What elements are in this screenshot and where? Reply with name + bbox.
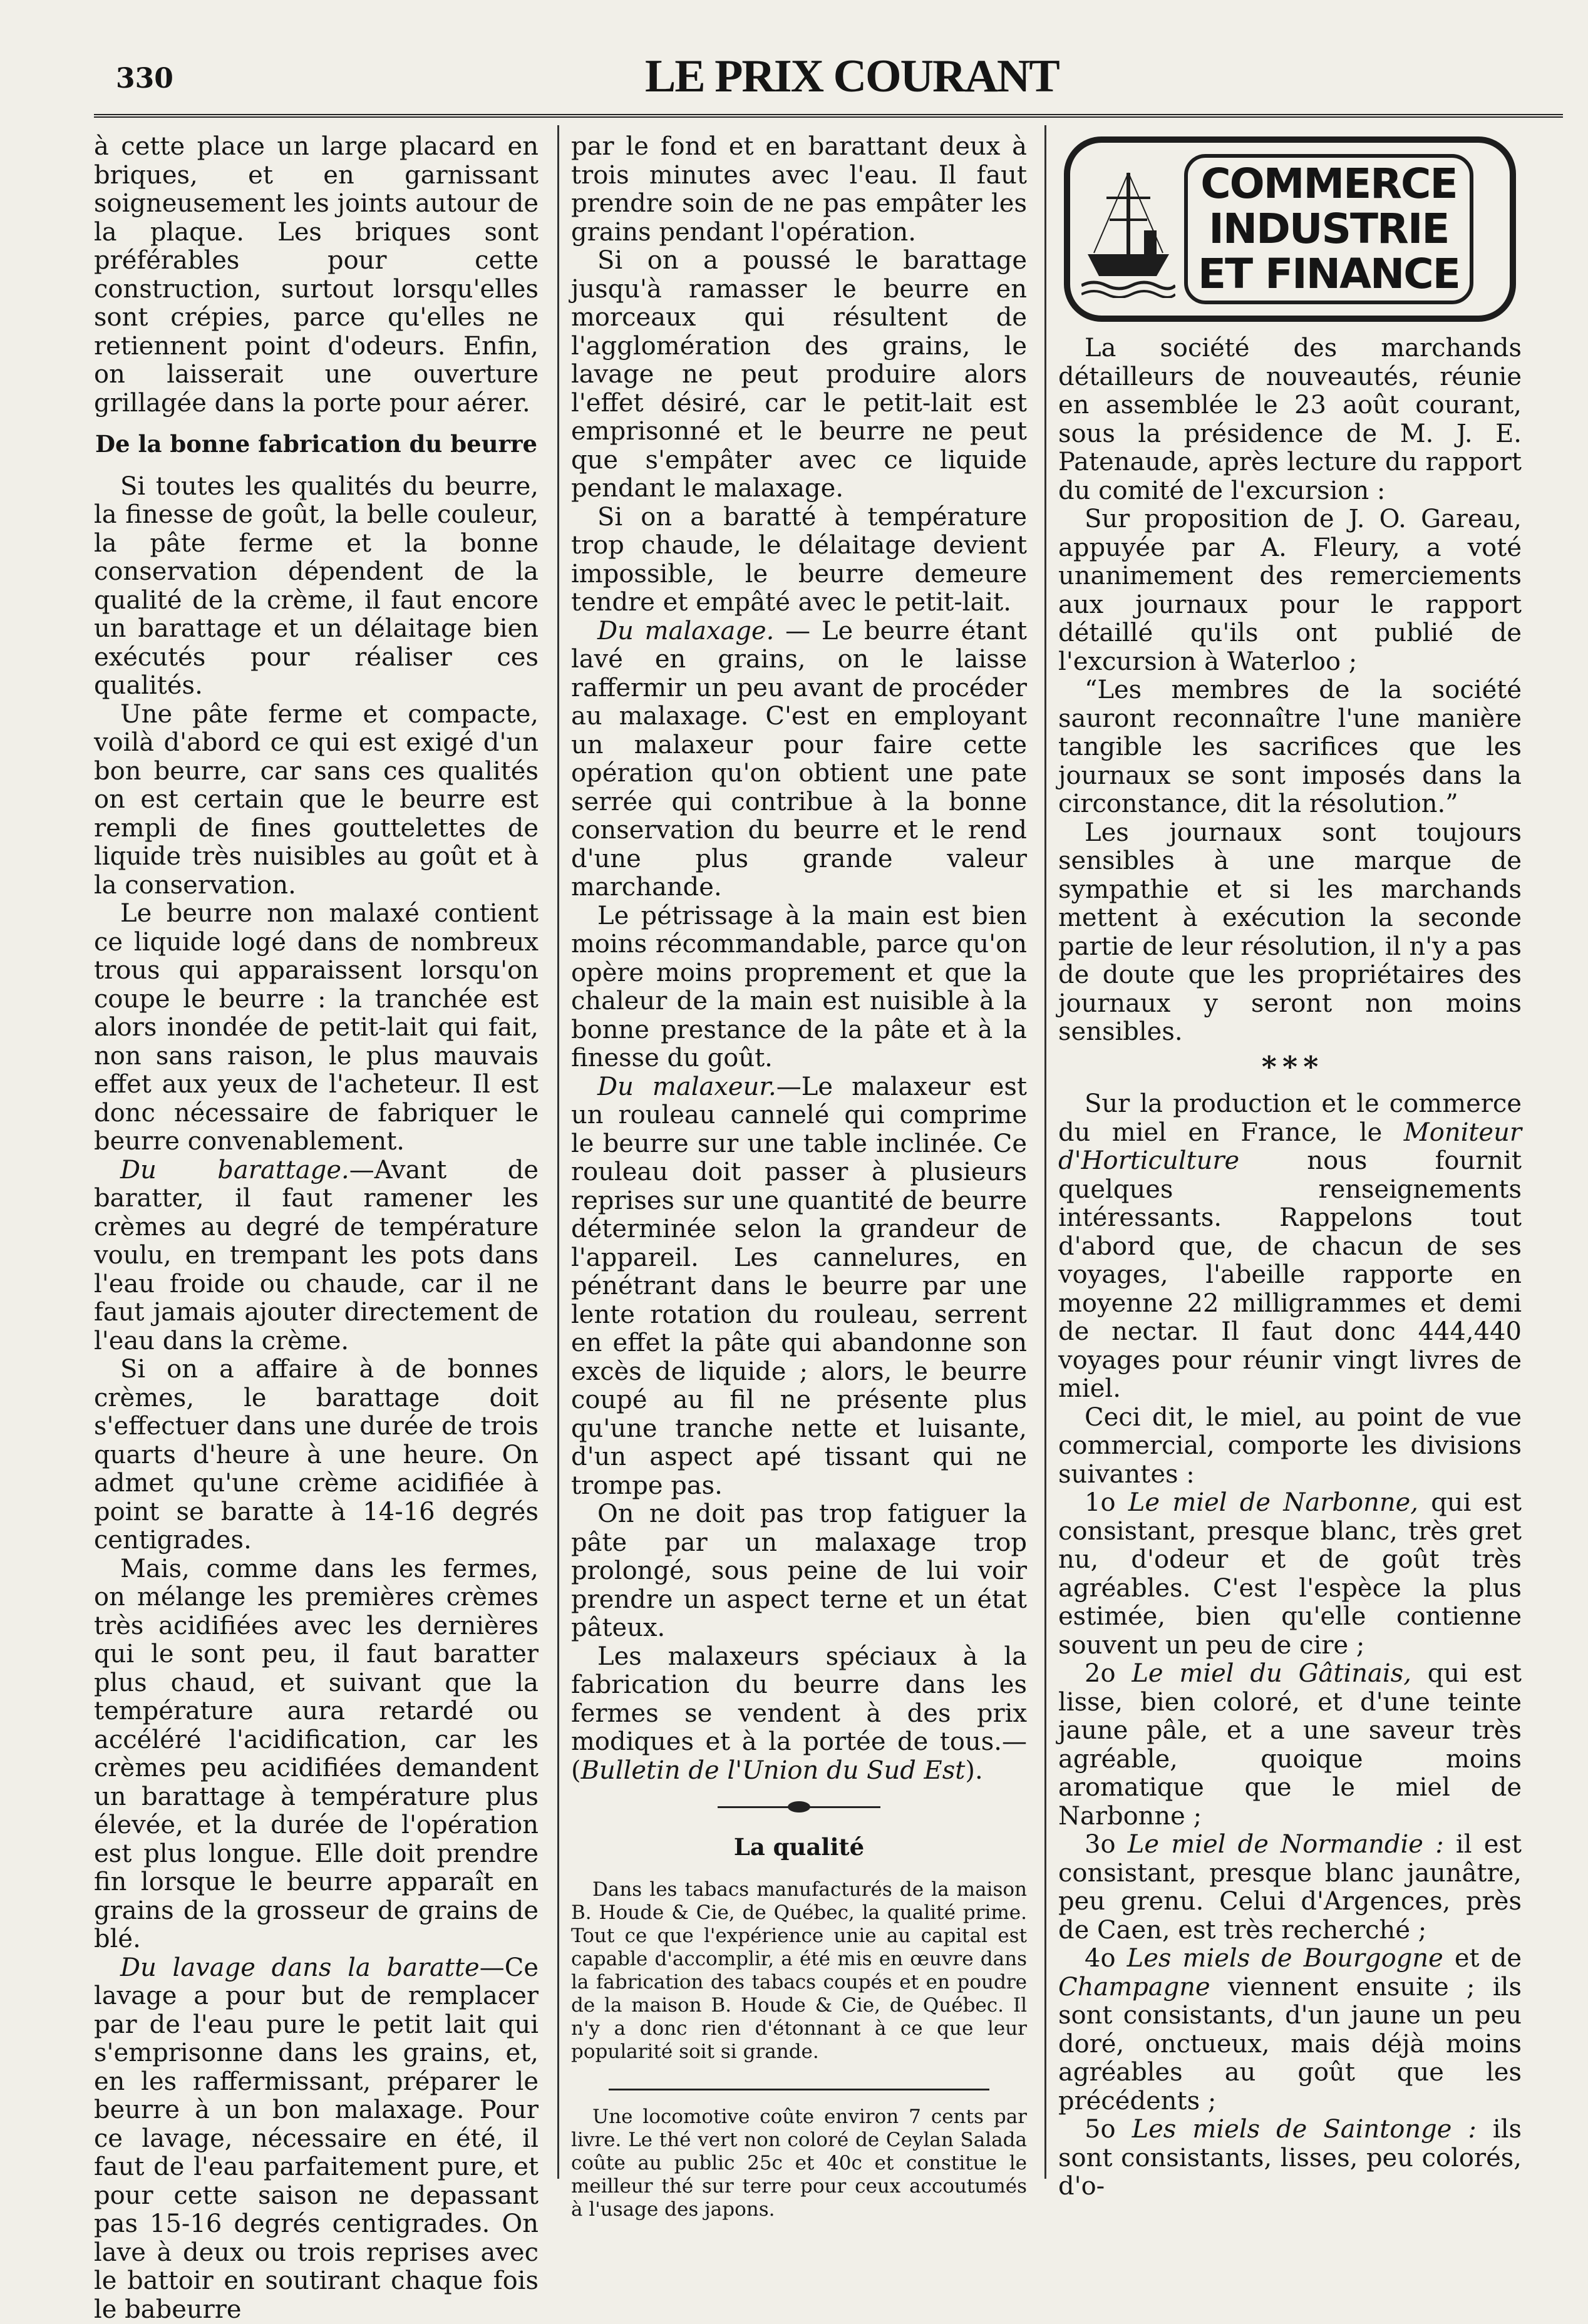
list-item-text: viennent ensuite ; ils sont consistants, d'un jaune un peu doré, onctueux, mais déjà moins agréables au goût que les précédents ; (1058, 1973, 1522, 2116)
paragraph (94, 1156, 539, 1356)
paragraph: par le fond et en barattant deux à trois minutes avec l'eau. Il faut prendre soin de ne pas empâter les grains pendant l'opération. (571, 133, 1027, 247)
section-heading: De la bonne fabrication du beurre (94, 430, 539, 459)
column-rule-2 (1044, 125, 1046, 2179)
list-item-title: Le miel de Normandie : (1128, 1830, 1444, 1859)
list-number: 1o (1085, 1488, 1128, 1517)
list-item-title: Les miels de Bourgogne (1127, 1944, 1443, 1973)
list-item (1058, 1489, 1522, 1660)
banner-line: ET FINANCE (1198, 252, 1460, 297)
ornament-divider (718, 1806, 880, 1808)
paragraph (571, 1643, 1027, 1786)
paragraph (94, 1954, 539, 2324)
section-banner (1064, 136, 1516, 322)
list-number: 5o (1085, 2115, 1132, 2144)
paragraph: Une locomotive coûte environ 7 cents par livre. Le thé vert non coloré de Ceylan Salada coûte au public 25c et 40c et constitue le meilleur thé sur terre pour ceux accoutumés à l'usage des japons. (571, 2105, 1027, 2221)
list-number: 4o (1085, 1944, 1127, 1973)
paragraph: Si on a baratté à température trop chaude, le délaitage devient impossible, le beurre demeure tendre et empâté avec le petit-lait. (571, 503, 1027, 617)
column-1 (94, 133, 539, 2324)
paragraph-text: ). (965, 1756, 982, 1785)
paragraph: La société des marchands détailleurs de nouveautés, réunie en assemblée le 23 août courant, sous la présidence de M. J. E. Patenaude, après lecture du rapport du comité de l'excursion : (1058, 334, 1522, 505)
list-item-text: qui est consistant, presque blanc, très gret nu, d'odeur et de goût très agréables. C'est l'espèce la plus estimée, bien qu'elle contienne souvent un peu de cire ; (1058, 1488, 1522, 1660)
paragraph: Si toutes les qualités du beurre, la finesse de goût, la belle couleur, la pâte ferme et la bonne conservation dépendent de la qualité de la crème, il faut encore un barattage et un délaitage bien exécutés pour réaliser ces qualités. (94, 473, 539, 701)
paragraph-text: —Le malaxeur est un rouleau cannelé qui comprime le beurre sur une table inclinée. Ce rouleau doit passer à plusieurs reprises sur une quantité de beurre déterminée selon la grandeur de l'appareil. Les cannelures, en pénétrant dans le beurre par une lente rotation du rouleau, serrent en effet la pâte qui abandonne son excès de liquide ; alors, le beurre coupé au fil ne présente plus qu'une tranche nette et luisante, d'un aspect apé tissant qui ne trompe pas. (571, 1072, 1027, 1500)
paragraph: Ceci dit, le miel, au point de vue commercial, comporte les divisions suivantes : (1058, 1404, 1522, 1489)
list-item (1058, 2116, 1522, 2201)
subheading: Du malaxeur. (597, 1072, 776, 1101)
paragraph (1058, 1090, 1522, 1404)
paragraph-text: Sur la production et le commerce du miel en France, le (1058, 1089, 1522, 1147)
paragraph: Si on a affaire à de bonnes crèmes, le barattage doit s'effectuer dans une durée de trois quarts d'heure à une heure. On admet qu'une crème acidifiée à point se baratte à 14-16 degrés centigrades. (94, 1355, 539, 1555)
list-item (1058, 1831, 1522, 1945)
list-item (1058, 1945, 1522, 2116)
list-number: 3o (1085, 1830, 1128, 1859)
paragraph-text: —Ce lavage a pour but de remplacer par de l'eau pure le petit lait qui s'emprisonne dans les grains, et, en les raffermissant, préparer le beurre à un bon malaxage. Pour ce lavage, nécessaire en été, il faut de l'eau parfaitement pure, et pour cette saison ne depassant pas 15-16 degrés centigrades. On lave à deux ou trois reprises avec le battoir en soutirant chaque fois le babeurre (94, 1953, 539, 2324)
header-rule (94, 114, 1563, 118)
masthead: LE PRIX COURANT (645, 50, 1059, 103)
list-item-title: Le miel du Gâtinais, (1132, 1659, 1411, 1688)
paragraph: Si on a poussé le barattage jusqu'à ramasser le beurre en morceaux qui résultent de l'agglomération des grains, le lavage ne peut produire alors l'effet désiré, car le petit-lait est emprisonné et le beurre ne peut que s'empâter avec ce liquide pendant le malaxage. (571, 247, 1027, 503)
list-number: 2o (1085, 1659, 1132, 1688)
paragraph-text: — Le beurre étant lavé en grains, on le laisse raffermir un peu avant de procéder au malaxage. C'est en employant un malaxeur pour faire cette opération qu'on obtient une pate serrée qui contribue à la bonne conservation du beurre et le rend d'une plus grande valeur marchande. (571, 617, 1027, 902)
banner-line: COMMERCE (1198, 162, 1460, 207)
source-citation: Moniteur d'Horticulture (1058, 1118, 1522, 1176)
paragraph-text: Les malaxeurs spéciaux à la fabrication du beurre dans les fermes se vendent à des prix modiques et à la portée de tous.—( (571, 1642, 1027, 1785)
subheading: Du lavage dans la baratte (120, 1953, 480, 1982)
paragraph: Le pétrissage à la main est bien moins récommandable, parce qu'on opère moins proprement et que la chaleur de la main est nuisible à la bonne prestance de la pâte et à la finesse du goût. (571, 902, 1027, 1073)
column-2 (571, 133, 1027, 2221)
list-item-text: et de (1443, 1944, 1522, 1973)
banner-title (1184, 154, 1473, 304)
paragraph: Les journaux sont toujours sensibles à une marque de sympathie et si les marchands mettent à exécution la seconde partie de leur résolution, il n'y a pas de doute que les propriétaires des journaux y seront non moins sensibles. (1058, 819, 1522, 1047)
paragraph: à cette place un large placard en briques, et en garnissant soigneusement les joints autour de la plaque. Les briques sont préférables pour cette construction, surtout lorsqu'elles sont crépies, parce qu'elles ne retiennent point d'odeurs. Enfin, on laisserait une ouverture grillagée dans la porte pour aérer. (94, 133, 539, 418)
list-item-title: Les miels de Saintonge : (1132, 2115, 1477, 2144)
paragraph: Mais, comme dans les fermes, on mélange les premières crèmes très acidifiées avec les dernières qui le sont peu, il faut baratter plus chaud, et suivant que la température aura retardé ou accéléré l'acidification, car les crèmes peu acidifiées demandent un barattage à température plus élevée, et la durée de l'opération est plus longue. Elle doit prendre fin lorsque le beurre apparaît en grains de la grosseur de grains de blé. (94, 1555, 539, 1954)
paragraph-text: —Avant de baratter, il faut ramener les crèmes au degré de température voulu, en trempant les pots dans l'eau froide ou chaude, car il ne faut jamais ajouter directement de l'eau dans la crème. (94, 1156, 539, 1355)
list-item-title: Champagne (1058, 1973, 1210, 2002)
list-item-text: il est consistant, presque blanc jaunâtre, peu grenu. Celui d'Argences, près de Caen, est très recherché ; (1058, 1830, 1522, 1945)
subheading: Du malaxage. (597, 617, 774, 645)
source-citation: Bulletin de l'Union du Sud Est (581, 1756, 966, 1785)
paragraph: Une pâte ferme et compacte, voilà d'abord ce qui est exigé d'un bon beurre, car sans ces qualités on est certain que le beurre est rempli de fines gouttelettes de liquide très nuisibles au goût et à la conservation. (94, 701, 539, 900)
paragraph: Le beurre non malaxé contient ce liquide logé dans de nombreux trous qui apparaissent lorsqu'on coupe le beurre : la tranchée est alors inondée de petit-lait qui fait, non sans raison, le plus mauvais effet aux yeux de l'acheteur. Il est donc nécessaire de fabriquer le beurre convenablement. (94, 900, 539, 1156)
paragraph-text: nous fournit quelques renseignements intéressants. Rappelons tout d'abord que, de chacun de ses voyages, l'abeille rapporte en moyenne 22 milligrammes et demi de nectar. Il faut donc 444,440 voyages pour réunir vingt livres de miel. (1058, 1146, 1522, 1403)
ship-icon (1081, 160, 1175, 298)
divider (609, 2089, 989, 2090)
page-number: 330 (116, 63, 173, 95)
paragraph: “Les membres de la société sauront reconnaître l'une manière tangible les sacrifices que les journaux se sont imposés dans la circonstance, dit la résolution.” (1058, 676, 1522, 819)
asterism-divider: * * * (1058, 1053, 1522, 1082)
paragraph: Sur proposition de J. O. Gareau, appuyée par A. Fleury, a voté unanimement des remerciements aux journaux pour le rapport détaillé qu'ils ont publié de l'excursion à Waterloo ; (1058, 505, 1522, 676)
banner-line: INDUSTRIE (1198, 207, 1460, 252)
list-item (1058, 1660, 1522, 1831)
subheading: Du barattage. (120, 1156, 349, 1185)
paragraph (571, 617, 1027, 902)
list-item-title: Le miel de Narbonne, (1128, 1488, 1418, 1517)
paragraph (571, 1073, 1027, 1501)
section-heading: La qualité (571, 1833, 1027, 1862)
column-rule-1 (557, 125, 559, 2179)
column-3 (1058, 133, 1522, 2201)
advertisement-block (571, 1878, 1027, 2221)
paragraph: On ne doit pas trop fatiguer la pâte par un malaxage trop prolongé, sous peine de lui voir prendre un aspect terne et un état pâteux. (571, 1500, 1027, 1643)
list-item-text: qui est lisse, bien coloré, et d'une teinte jaune pâle, et a une saveur très agréable, quoique moins aromatique que le miel de Narbonne ; (1058, 1659, 1522, 1831)
list-item-text: ils sont consistants, lisses, peu colorés, d'o- (1058, 2115, 1522, 2201)
paragraph: Dans les tabacs manufacturés de la maison B. Houde & Cie, de Québec, la qualité prime. Tout ce que l'expérience unie au capital est capable d'accomplir, a été mis en œuvre dans la fabrication des tabacs coupés et en poudre de la maison B. Houde & Cie, de Québec. Il n'y a donc rien d'étonnant à ce que leur popularité soit si grande. (571, 1878, 1027, 2064)
